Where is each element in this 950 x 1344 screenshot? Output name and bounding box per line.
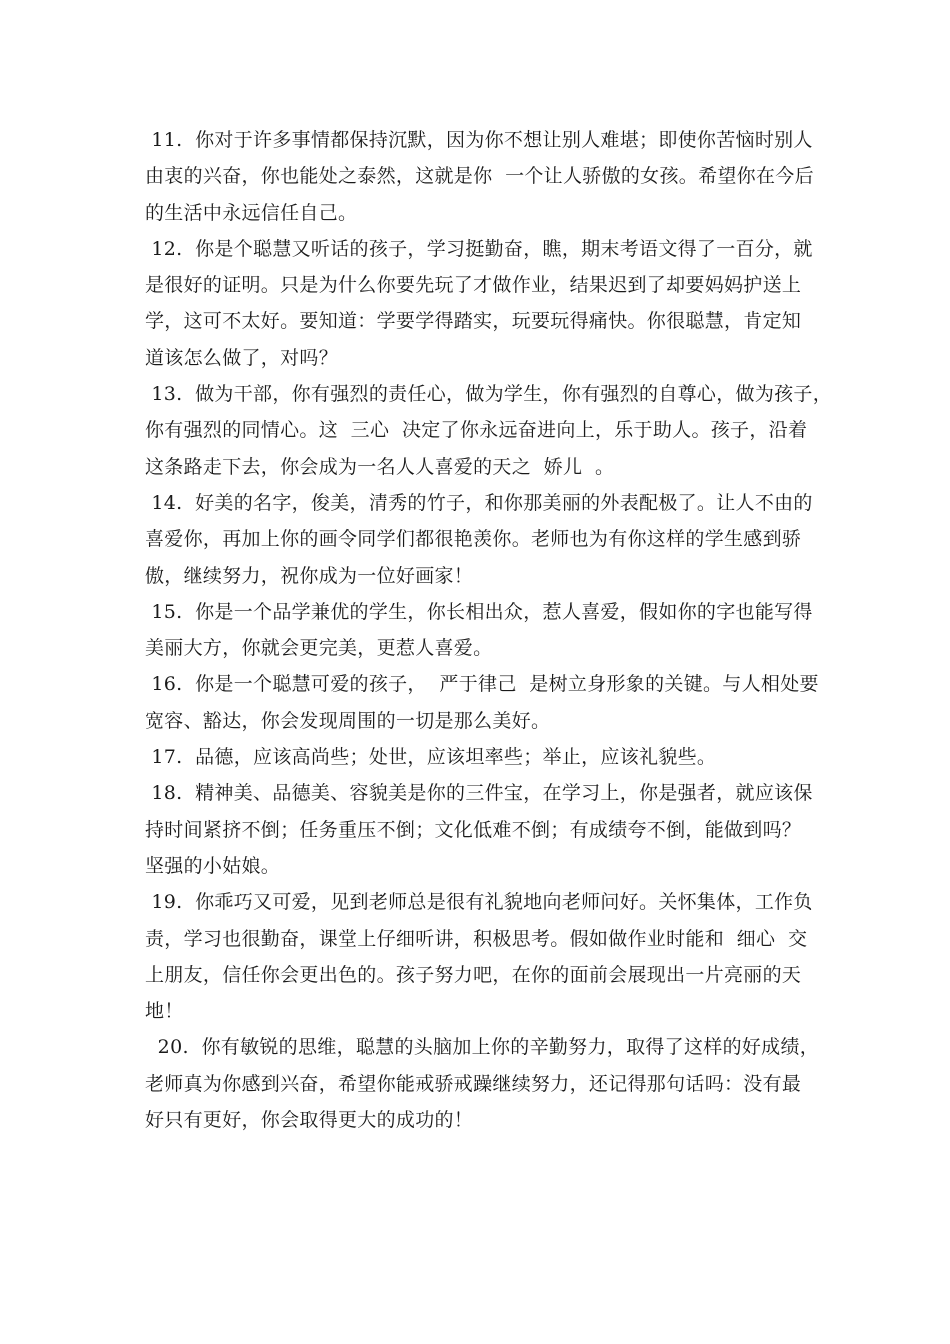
paragraph-16 <box>145 666 835 739</box>
text-line: 是很好的证明。只是为什么你要先玩了才做作业，结果迟到了却要妈妈护送上 <box>145 274 802 297</box>
text-line: 坚强的小姑娘。 <box>145 854 281 877</box>
text-line: 18. 精神美、品德美、容貌美是你的三件宝，在学习上，你是强者，就应该保 <box>145 782 813 805</box>
paragraph-18 <box>145 775 835 884</box>
text-line: 上朋友，信任你会更出色的。孩子努力吧，在你的面前会展现出一片亮丽的天 <box>145 963 802 986</box>
text-line: 老师真为你感到兴奋，希望你能戒骄戒躁继续努力，还记得那句话吗：没有最 <box>145 1072 802 1095</box>
text-line: 14. 好美的名字，俊美，清秀的竹子，和你那美丽的外表配极了。让人不由的 <box>145 491 813 514</box>
text-line: 11. 你对于许多事情都保持沉默，因为你不想让别人难堪；即使你苦恼时别人 <box>145 129 813 151</box>
text-line: 13. 做为干部，你有强烈的责任心，做为学生，你有强烈的自尊心，做为孩子， <box>145 383 833 406</box>
text-line: 美丽大方，你就会更完美，更惹人喜爱。 <box>145 637 493 660</box>
text-line: 地！ <box>145 1000 184 1023</box>
text-line: 15. 你是一个品学兼优的学生，你长相出众，惹人喜爱，假如你的字也能写得 <box>145 600 813 623</box>
text-line: 学，这可不太好。要知道：学要学得踏实，玩要玩得痛快。你很聪慧，肯定知 <box>145 310 802 333</box>
paragraph-11 <box>145 122 835 231</box>
text-line: 宽容、豁达，你会发现周围的一切是那么美好。 <box>145 709 551 732</box>
text-line: 这条路走下去，你会成为一名人人喜爱的天之 娇儿 。 <box>145 455 615 478</box>
text-line: 持时间紧挤不倒；任务重压不倒；文化低难不倒；有成绩夸不倒，能做到吗？ <box>145 818 802 841</box>
paragraph-13 <box>145 376 835 485</box>
text-line: 16. 你是一个聪慧可爱的孩子， 严于律己 是树立身形象的关键。与人相处要 <box>145 673 819 696</box>
paragraph-19 <box>145 884 835 1029</box>
text-line: 的生活中永远信任自己。 <box>145 201 358 224</box>
text-line: 责，学习也很勤奋，课堂上仔细听讲，积极思考。假如做作业时能和 细心 交 <box>145 927 808 950</box>
paragraph-15 <box>145 594 835 667</box>
text-line: 喜爱你，再加上你的画令同学们都很艳羡你。老师也为有你这样的学生感到骄 <box>145 528 802 551</box>
text-line: 道该怎么做了，对吗？ <box>145 346 339 369</box>
text-line: 12. 你是个聪慧又听话的孩子，学习挺勤奋，瞧，期末考语文得了一百分，就 <box>145 237 813 260</box>
text-line: 你有强烈的同情心。这 三心 决定了你永远奋进向上，乐于助人。孩子，沿着 <box>145 419 808 442</box>
text-line: 17. 品德，应该高尚些；处世，应该坦率些；举止，应该礼貌些。 <box>145 746 717 769</box>
text-line: 由衷的兴奋，你也能处之泰然，这就是你 一个让人骄傲的女孩。希望你在今后 <box>145 165 814 188</box>
document-body <box>145 122 835 1138</box>
text-line: 傲，继续努力，祝你成为一位好画家！ <box>145 564 474 587</box>
paragraph-20 <box>145 1029 835 1138</box>
text-line: 19. 你乖巧又可爱，见到老师总是很有礼貌地向老师问好。关怀集体，工作负 <box>145 891 813 914</box>
paragraph-17 <box>145 739 835 775</box>
paragraph-12 <box>145 231 835 376</box>
text-line: 20. 你有敏锐的思维，聪慧的头脑加上你的辛勤努力，取得了这样的好成绩， <box>145 1036 820 1059</box>
paragraph-14 <box>145 485 835 594</box>
text-line: 好只有更好，你会取得更大的成功的！ <box>145 1109 474 1132</box>
